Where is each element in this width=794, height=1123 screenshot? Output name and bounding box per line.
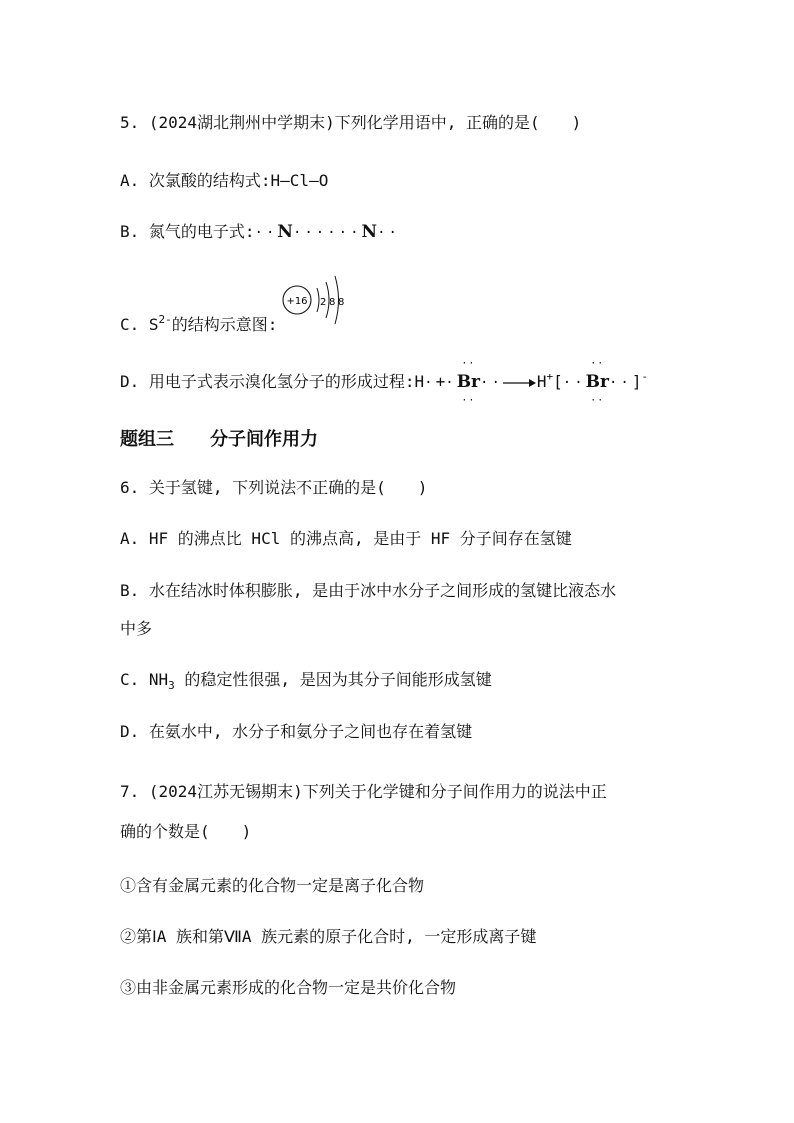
q5-option-b-text: B. 氮气的电子式: (120, 222, 255, 241)
subscript: 3 (168, 679, 175, 692)
electron-dots: ······ (292, 225, 362, 241)
electron-dots: · (445, 375, 457, 391)
q7-stem-text: )下列关于化学键和分子间作用力的说法中正 (293, 782, 607, 801)
shell-electrons-3: 8 (338, 297, 345, 308)
q7-item-1: ①含有金属元素的化合物一定是离子化合物 (120, 876, 425, 895)
q6-option-b: B. 水在结冰时体积膨胀, 是由于冰中水分子之间形成的氢键比液态水 (120, 581, 617, 600)
q6-stem: 6. 关于氢键, 下列说法不正确的是( ) (120, 478, 428, 497)
charge-superscript: - (641, 370, 649, 383)
q6-option-c-text: 的稳定性很强, 是因为其分子间能形成氢键 (174, 670, 492, 689)
electron-dots: ·· (480, 375, 503, 391)
section-title: 分子间作用力 (210, 429, 318, 450)
charge-superscript: 2- (158, 313, 172, 326)
q7-stem (120, 781, 607, 803)
q6-option-b-continued: 中多 (120, 619, 153, 638)
q7-stem-continued: 确的个数是( ) (120, 822, 252, 841)
q6-option-d: D. 在氨水中, 水分子和氨分子之间也存在着氢键 (120, 722, 473, 741)
q5-stem-text: )下列化学用语中, 正确的是( ) (325, 113, 582, 132)
q5-option-b (120, 221, 400, 244)
electron-dots: ·· (461, 358, 476, 369)
electron-dots: ·· (608, 375, 632, 391)
q5-source: 湖北荆州中学期末 (197, 113, 326, 132)
nucleus-charge: +16 (286, 296, 308, 307)
q5-option-a: A. 次氯酸的结构式:H—Cl—O (120, 171, 329, 190)
charge-superscript: + (546, 370, 554, 383)
electron-dots: · (424, 375, 436, 391)
reaction-arrow-icon (503, 378, 537, 388)
q6-option-a: A. HF 的沸点比 HCl 的沸点高, 是由于 HF 分子间存在氢键 (120, 529, 572, 548)
bromine-atom (456, 358, 481, 406)
bromide-ion (585, 358, 609, 406)
q7-item-3: ③由非金属元素形成的化合物一定是共价化合物 (120, 978, 457, 997)
electron-dots: ·· (562, 375, 586, 391)
shell-electrons-1: 2 (320, 297, 327, 308)
electron-dots: ·· (590, 395, 605, 406)
q5-option-c-prefix: C. S (120, 315, 159, 334)
electron-dots: ·· (461, 395, 476, 406)
hydrogen-ion: H (536, 372, 547, 391)
q5-option-d: D. 用电子式表示溴化氢分子的形成过程:H·+· ·· Br ·· ·· H+[·· ·· Br ·· ··]- (120, 358, 649, 406)
shell-electrons-2: 8 (329, 297, 336, 308)
q7-item-2: ②第ⅠA 族和第ⅦA 族元素的原子化合时, 一定形成离子键 (120, 927, 537, 946)
section-heading (120, 425, 318, 451)
q5-number: 5. (2024 (120, 113, 198, 132)
nitrogen-symbol: N (277, 222, 293, 242)
q6-option-c (120, 669, 492, 697)
bromine-symbol: Br (456, 372, 481, 392)
sulfur-ion-structure-diagram (280, 274, 352, 328)
q5-option-d-text: D. 用电子式表示溴化氢分子的形成过程:H (120, 372, 425, 391)
q7-number: 7. (2024 (120, 782, 198, 801)
electron-dots: ·· (254, 225, 278, 241)
q7-source: 江苏无锡期末 (197, 782, 294, 801)
q5-option-c-text: 的结构示意图: (171, 315, 278, 334)
q6-option-c-prefix: C. NH (120, 670, 169, 689)
nitrogen-symbol: N (361, 222, 378, 242)
bromine-symbol: Br (585, 372, 609, 392)
electron-dots: ·· (590, 358, 605, 369)
section-label: 题组三 (120, 429, 174, 450)
q5-stem (120, 112, 581, 134)
electron-dots: ·· (377, 225, 400, 241)
q5-option-c (120, 309, 277, 336)
